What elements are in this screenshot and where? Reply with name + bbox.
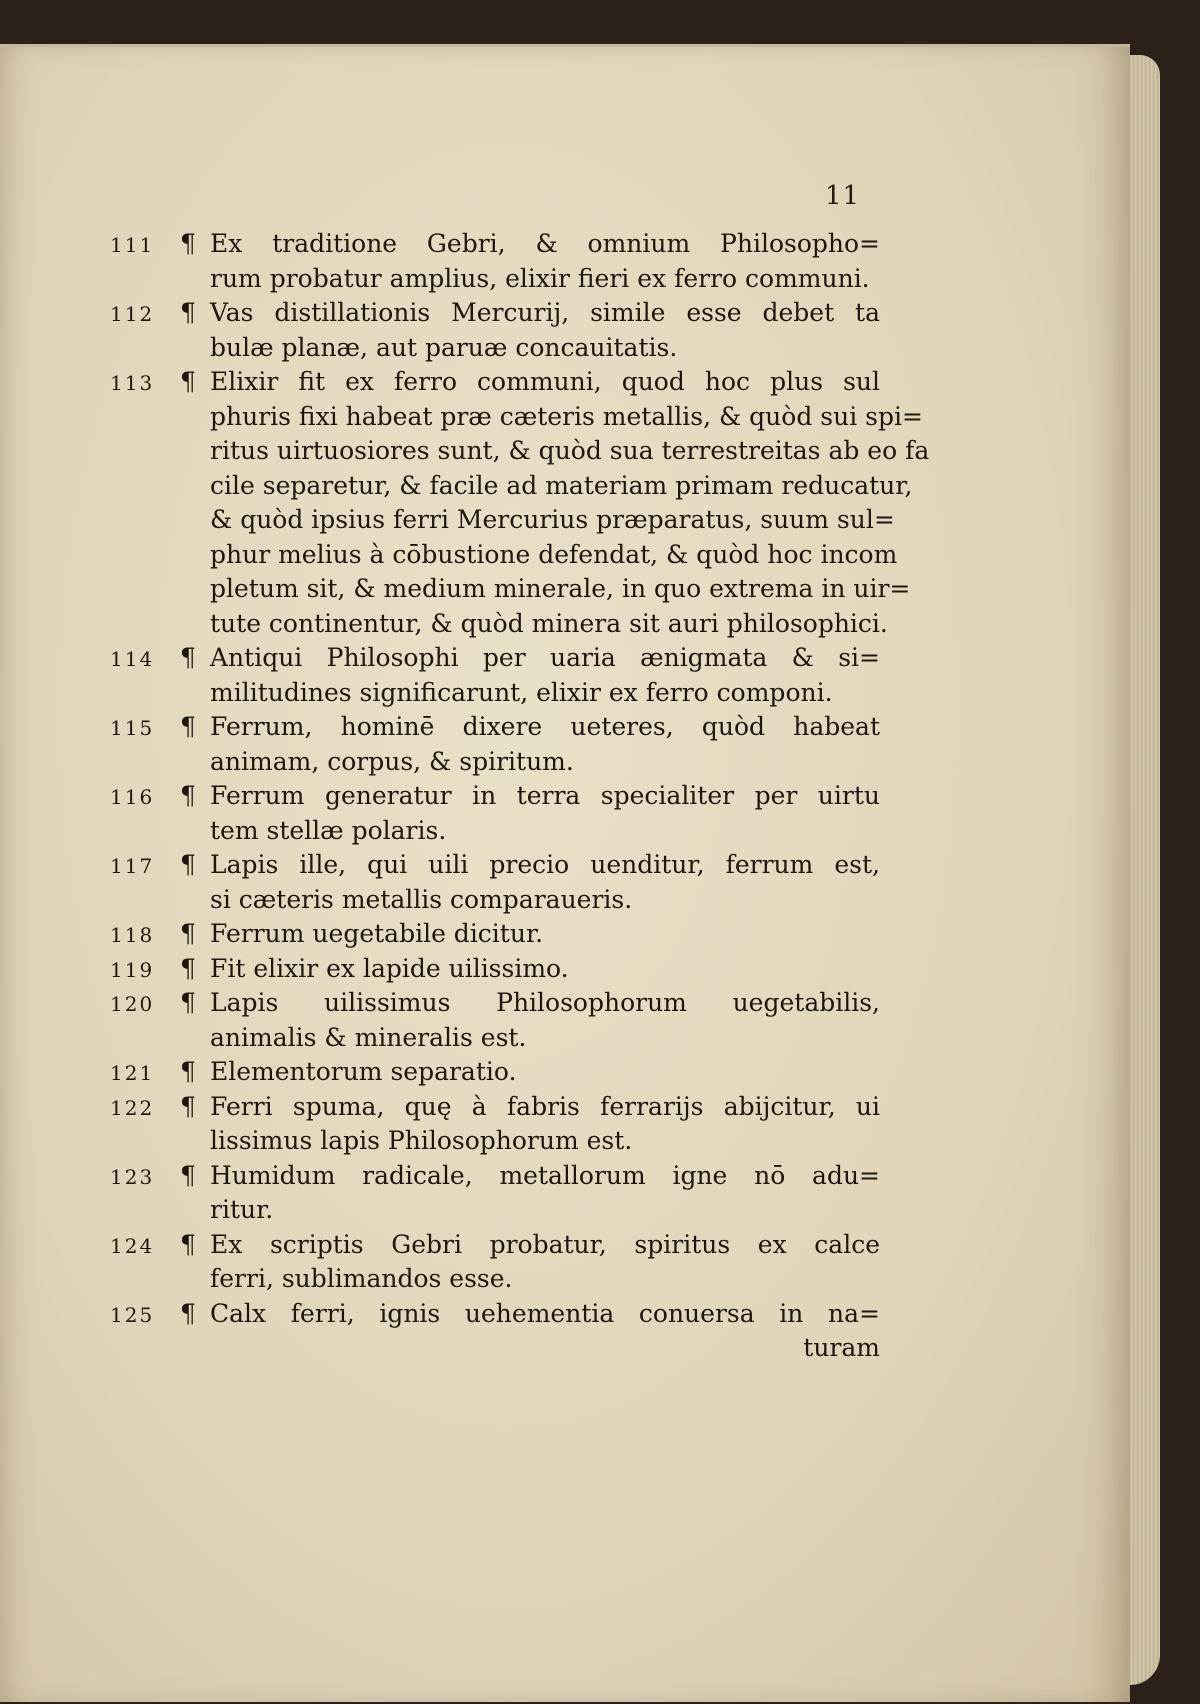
line-text: phur melius à cōbustione defendat, & quòd hoc incom (210, 539, 898, 569)
text-line (110, 1331, 880, 1366)
line-text: animalis & mineralis est. (210, 1022, 527, 1052)
text-line (110, 1262, 880, 1297)
text-block (110, 227, 930, 1366)
line-text: turam (803, 1333, 880, 1362)
aphorism-number: 121 (110, 1061, 155, 1085)
pilcrow-icon: ¶ (180, 229, 196, 258)
aphorism-number: 112 (110, 302, 155, 326)
aphorism-number: 115 (110, 716, 155, 740)
aphorism-number: 113 (110, 371, 155, 395)
text-line (110, 1124, 880, 1159)
aphorism-number: 120 (110, 992, 155, 1016)
aphorism-number: 114 (110, 647, 155, 671)
text-line (110, 848, 880, 883)
pilcrow-icon: ¶ (180, 1229, 196, 1259)
pilcrow-icon: ¶ (180, 298, 196, 327)
text-line (110, 538, 898, 573)
line-text: militudines significarunt, elixir ex ferro componi. (210, 677, 833, 707)
text-line (110, 745, 880, 780)
aphorism-number: 125 (110, 1302, 155, 1327)
line-text: ritus uirtuosiores sunt, & quòd sua terrestreitas ab eo fa (210, 436, 930, 465)
text-line (110, 779, 880, 814)
text-line (110, 676, 880, 711)
text-line (110, 710, 880, 745)
text-line (110, 400, 923, 435)
pilcrow-icon: ¶ (180, 712, 196, 741)
pilcrow-icon: ¶ (180, 643, 196, 672)
line-text: cile separetur, & facile ad materiam primam reducatur, (210, 470, 913, 500)
line-text: Vas distillationis Mercurij, simile esse debet ta (210, 298, 880, 327)
line-text: Ex scriptis Gebri probatur, spiritus ex calce (210, 1229, 880, 1259)
line-text: Lapis uilissimus Philosophorum uegetabilis, (210, 988, 880, 1017)
text-line (110, 1297, 880, 1332)
text-line (110, 1090, 880, 1125)
text-line (110, 641, 880, 676)
book-page (0, 44, 1130, 1702)
line-text: Lapis ille, qui uili precio uenditur, ferrum est, (210, 850, 880, 879)
line-text: ritur. (210, 1195, 274, 1224)
pilcrow-icon: ¶ (180, 953, 196, 983)
text-line (110, 262, 880, 297)
line-text: pletum sit, & medium minerale, in quo extrema in uir= (210, 574, 911, 603)
line-text: bulæ planæ, aut paruæ concauitatis. (210, 332, 678, 362)
pilcrow-icon: ¶ (180, 919, 196, 948)
aphorism-number: 122 (110, 1095, 155, 1120)
line-text: si cæteris metallis comparaueris. (210, 884, 633, 914)
pilcrow-icon: ¶ (180, 1298, 196, 1328)
line-text: phuris fixi habeat præ cæteris metallis, & quòd sui spi= (210, 401, 923, 431)
text-line (110, 1159, 880, 1194)
text-line (110, 572, 911, 607)
aphorism-number: 124 (110, 1233, 155, 1258)
text-line (110, 607, 888, 642)
aphorism-number: 118 (110, 923, 155, 947)
line-text: Ferrum generatur in terra specialiter per uirtu (210, 781, 880, 810)
text-line (110, 1055, 880, 1090)
text-line (110, 952, 880, 987)
line-text: Fit elixir ex lapide uilissimo. (210, 953, 569, 983)
pilcrow-icon: ¶ (180, 1091, 196, 1121)
text-line (110, 365, 880, 400)
line-text: Elixir fit ex ferro communi, quod hoc plus sul (210, 367, 880, 396)
line-text: ferri, sublimandos esse. (210, 1264, 513, 1293)
aphorism-number: 117 (110, 854, 155, 878)
text-line (110, 883, 880, 918)
line-text: Ferri spuma, quę à fabris ferrarijs abijcitur, ui (210, 1091, 880, 1121)
text-line (110, 503, 895, 538)
aphorism-number: 123 (110, 1164, 155, 1189)
line-text: tem stellæ polaris. (210, 815, 447, 845)
aphorism-number: 119 (110, 957, 155, 982)
page-number: 11 (825, 181, 861, 211)
text-line (110, 917, 880, 952)
line-text: Elementorum separatio. (210, 1057, 517, 1086)
line-text: tute continentur, & quòd minera sit auri philosophici. (210, 608, 888, 638)
line-text: Calx ferri, ignis uehementia conuersa in na= (210, 1298, 880, 1328)
text-line (110, 469, 913, 504)
text-line (110, 1021, 880, 1056)
text-line (110, 814, 880, 849)
line-text: Ferrum uegetabile dicitur. (210, 919, 544, 948)
text-line (110, 1193, 880, 1228)
line-text: Ex traditione Gebri, & omnium Philosopho= (210, 229, 880, 258)
aphorism-number: 111 (110, 233, 155, 257)
text-line (110, 986, 880, 1021)
line-text: Ferrum, hominē dixere ueteres, quòd habeat (210, 712, 880, 741)
line-text: rum probatur amplius, elixir fieri ex ferro communi. (210, 263, 870, 293)
text-line (110, 1228, 880, 1263)
pilcrow-icon: ¶ (180, 367, 196, 396)
pilcrow-icon: ¶ (180, 850, 196, 879)
line-text: Humidum radicale, metallorum igne nō adu= (210, 1160, 880, 1190)
aphorism-number: 116 (110, 785, 155, 809)
pilcrow-icon: ¶ (180, 1057, 196, 1086)
line-text: Antiqui Philosophi per uaria ænigmata & si= (210, 643, 880, 672)
pilcrow-icon: ¶ (180, 781, 196, 810)
line-text: & quòd ipsius ferri Mercurius præparatus, suum sul= (210, 505, 895, 534)
text-line (110, 296, 880, 331)
pilcrow-icon: ¶ (180, 1160, 196, 1190)
line-text: lissimus lapis Philosophorum est. (210, 1126, 633, 1155)
text-line (110, 227, 880, 262)
pilcrow-icon: ¶ (180, 988, 196, 1017)
line-text: animam, corpus, & spiritum. (210, 746, 574, 776)
text-line (110, 434, 930, 469)
text-line (110, 331, 880, 366)
